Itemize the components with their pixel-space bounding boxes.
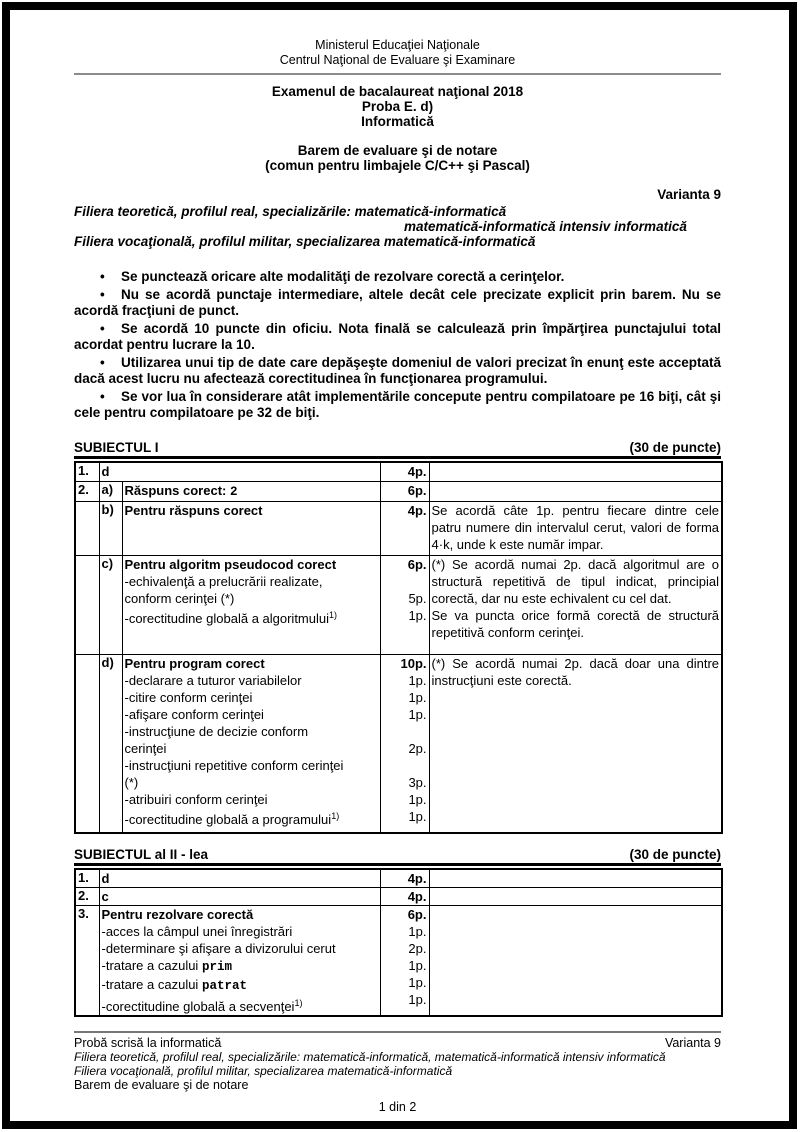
cell-note bbox=[429, 481, 722, 501]
section-heading-subiectul-2 bbox=[74, 848, 721, 866]
cell-note bbox=[429, 869, 722, 888]
cell-criteria bbox=[122, 555, 380, 654]
grading-rule: • Se acordă 10 puncte din oficiu. Nota finală se calculează prin împărţirea punctajului total acordat pentru lucrare la 10. bbox=[74, 321, 721, 353]
points-value: 4p. bbox=[407, 871, 427, 886]
note-paragraph: (*) Se acordă numai 2p. dacă doar una dintre instrucţiuni este corectă. bbox=[431, 655, 720, 688]
filiera-line-2: matematică-informatică intensiv informatică bbox=[404, 219, 687, 234]
points-value: 1p. bbox=[408, 689, 427, 705]
rubric-table-subiectul-1 bbox=[74, 461, 723, 834]
cell-criteria bbox=[99, 869, 380, 888]
criteria-text: cerinţei bbox=[124, 740, 167, 756]
cell-subitem-letter: c) bbox=[99, 555, 122, 654]
table-row bbox=[75, 462, 722, 481]
cell-subitem-letter: a) bbox=[99, 481, 122, 501]
points-value: 1p. bbox=[408, 706, 427, 722]
note-paragraph: Se acordă câte 1p. pentru fiecare dintre cele patru numere din intervalul cerut, valori de forma 4·k, unde k este număr impar. bbox=[431, 502, 720, 552]
section-heading-subiectul-1 bbox=[74, 441, 721, 459]
points-value: 1p. bbox=[408, 672, 427, 688]
cell-criteria bbox=[122, 654, 380, 833]
cell-subitem-letter: d) bbox=[99, 654, 122, 833]
criteria-text: -tratare a cazului bbox=[101, 977, 202, 992]
grading-rule: • Utilizarea unui tip de date care depăşeşte domeniul de valori precizat în enunţ este acceptată dacă acest lucru nu afectează corectitudinea în funcţionarea programului. bbox=[74, 355, 721, 387]
points-value: 3p. bbox=[408, 774, 427, 790]
cell-criteria bbox=[99, 906, 380, 1017]
footer-row-1 bbox=[74, 1036, 721, 1050]
cell-points bbox=[380, 462, 429, 481]
variant-label: Varianta 9 bbox=[657, 187, 721, 202]
points-value: 1p. bbox=[408, 808, 427, 824]
rubric-table-subiectul-2 bbox=[74, 868, 723, 1017]
table-row bbox=[75, 501, 722, 555]
cell-points bbox=[380, 869, 429, 888]
organization-header bbox=[74, 38, 721, 68]
barem-subtitle-block bbox=[74, 143, 721, 173]
cell-note bbox=[429, 654, 722, 833]
points-value: 2p. bbox=[408, 740, 427, 756]
cell-subitem-letter: b) bbox=[99, 501, 122, 555]
section-title: SUBIECTUL al II - lea bbox=[74, 847, 209, 862]
criteria-text: Pentru rezolvare corectă bbox=[101, 907, 254, 922]
org-line-2: Centrul Naţional de Evaluare şi Examinare bbox=[279, 53, 516, 67]
criteria-text: 1) bbox=[294, 998, 303, 1008]
points-value: 5p. bbox=[408, 590, 427, 606]
cell-note bbox=[429, 906, 722, 1017]
criteria-text: -instrucţiuni repetitive conform cerinţei bbox=[124, 757, 344, 773]
criteria-text: d bbox=[101, 871, 110, 886]
note-paragraph: Se va puncta orice formă corectă de structură repetitivă conform cerinţei. bbox=[431, 607, 720, 640]
criteria-text: -tratare a cazului bbox=[101, 958, 202, 973]
cell-item-number: 1. bbox=[75, 869, 99, 888]
cell-note bbox=[429, 462, 722, 481]
exam-title: Examenul de bacalaureat naţional 2018 bbox=[271, 84, 524, 99]
criteria-text: -atribuiri conform cerinţei bbox=[124, 791, 268, 807]
criteria-text: patrat bbox=[201, 979, 247, 993]
cell-points bbox=[380, 906, 429, 1017]
footer-divider bbox=[74, 1031, 721, 1033]
criteria-text: 1) bbox=[331, 810, 340, 821]
points-value bbox=[383, 573, 427, 590]
criteria-text: (*) bbox=[124, 774, 139, 790]
criteria-text: -echivalenţă a prelucrării realizate, bbox=[124, 573, 323, 589]
cell-note bbox=[429, 555, 722, 654]
section-title: SUBIECTUL I bbox=[74, 440, 159, 455]
cell-item-number: 2. bbox=[75, 888, 99, 906]
cell-criteria bbox=[122, 481, 380, 501]
criteria-text: -instrucţiune de decizie conform bbox=[124, 723, 309, 739]
table-row bbox=[75, 555, 722, 654]
cell-points bbox=[380, 654, 429, 833]
cell-points bbox=[380, 555, 429, 654]
document-content bbox=[74, 38, 721, 1114]
criteria-text: -declarare a tuturor variabilelor bbox=[124, 672, 302, 688]
points-value: 4p. bbox=[407, 464, 427, 479]
points-value: 1p. bbox=[408, 924, 427, 939]
footer-filiera-1: Filiera teoretică, profilul real, specializările: matematică-informatică, matematică-informatică intensiv informatică bbox=[74, 1050, 666, 1064]
filiera-line-1: Filiera teoretică, profilul real, specializările: matematică-informatică bbox=[74, 204, 507, 219]
cell-points bbox=[380, 888, 429, 906]
cell-points bbox=[380, 481, 429, 501]
points-value: 6p. bbox=[407, 556, 427, 572]
points-value: 4p. bbox=[407, 889, 427, 904]
grading-rule: • Se vor lua în considerare atât implementările concepute pentru compilatoare pe 16 biţi, cât şi cele pentru compilatoare pe 32 de biţi. bbox=[74, 389, 721, 421]
cell-note bbox=[429, 501, 722, 555]
cell-item-number: 3. bbox=[75, 906, 99, 1017]
cell-note bbox=[429, 888, 722, 906]
exam-title-block bbox=[74, 84, 721, 129]
cell-item-number bbox=[75, 555, 99, 654]
points-value: 1p. bbox=[408, 607, 427, 623]
header-divider bbox=[74, 73, 721, 75]
section-points: (30 de puncte) bbox=[629, 847, 721, 862]
criteria-text: d bbox=[101, 464, 110, 479]
cell-criteria bbox=[99, 888, 380, 906]
table-row bbox=[75, 481, 722, 501]
cell-item-number bbox=[75, 654, 99, 833]
grading-rule: • Nu se acordă punctaje intermediare, altele decât cele precizate explicit prin barem. Nu se acordă fracţiuni de punct. bbox=[74, 287, 721, 319]
criteria-text: -citire conform cerinţei bbox=[124, 689, 253, 705]
cell-item-number bbox=[75, 501, 99, 555]
criteria-text: -acces la câmpul unei înregistrări bbox=[101, 924, 293, 939]
filiera-block bbox=[74, 204, 721, 249]
table-row bbox=[75, 888, 722, 906]
footer-barem: Barem de evaluare şi de notare bbox=[74, 1078, 249, 1092]
points-value bbox=[383, 757, 427, 774]
barem-languages: (comun pentru limbajele C/C++ şi Pascal) bbox=[265, 158, 530, 173]
barem-title: Barem de evaluare şi de notare bbox=[297, 143, 498, 158]
cell-item-number: 1. bbox=[75, 462, 99, 481]
criteria-text: 2 bbox=[229, 484, 238, 499]
criteria-text: -corectitudine globală a secvenţei bbox=[101, 999, 295, 1014]
criteria-text: -determinare şi afişare a divizorului cerut bbox=[101, 941, 336, 956]
criteria-text: -corectitudine globală a algoritmului bbox=[124, 610, 330, 626]
points-value: 1p. bbox=[408, 992, 427, 1007]
points-value: 1p. bbox=[408, 791, 427, 807]
footer-variant: Varianta 9 bbox=[664, 1036, 721, 1050]
org-line-1: Ministerul Educaţiei Naţionale bbox=[315, 38, 480, 52]
cell-item-number: 2. bbox=[75, 481, 99, 501]
points-value: 4p. bbox=[407, 502, 427, 518]
cell-criteria bbox=[99, 462, 380, 481]
criteria-text: -afişare conform cerinţei bbox=[124, 706, 264, 722]
points-value: 1p. bbox=[408, 975, 427, 990]
filiera-line-3: Filiera vocaţională, profilul militar, specializarea matematică-informatică bbox=[74, 234, 536, 249]
points-value: 1p. bbox=[408, 958, 427, 973]
grading-rules-list bbox=[74, 269, 721, 421]
criteria-text: Pentru algoritm pseudocod corect bbox=[124, 556, 337, 572]
points-value: 2p. bbox=[408, 941, 427, 956]
note-paragraph: (*) Se acordă numai 2p. dacă algoritmul are o structură repetitivă de tipul indicat, principial corectă, dar nu este echivalent cu cel dat. bbox=[431, 556, 720, 606]
page-number: 1 din 2 bbox=[378, 1100, 417, 1114]
cell-criteria bbox=[122, 501, 380, 555]
criteria-text: conform cerinţei (*) bbox=[124, 590, 235, 606]
table-row bbox=[75, 869, 722, 888]
footer-proba: Probă scrisă la informatică bbox=[74, 1036, 222, 1050]
points-value bbox=[383, 723, 427, 740]
exam-subject: Informatică bbox=[361, 114, 434, 129]
points-value: 10p. bbox=[400, 655, 427, 671]
exam-proba: Proba E. d) bbox=[361, 99, 434, 114]
section-points: (30 de puncte) bbox=[629, 440, 721, 455]
criteria-text: 1) bbox=[329, 609, 338, 620]
criteria-text: c bbox=[101, 889, 109, 904]
points-value: 6p. bbox=[407, 907, 427, 922]
table-row bbox=[75, 654, 722, 833]
footer-filiera-2: Filiera vocaţională, profilul militar, specializarea matematică-informatică bbox=[74, 1064, 453, 1078]
cell-points bbox=[380, 501, 429, 555]
points-value: 6p. bbox=[407, 482, 427, 498]
criteria-text: Pentru răspuns corect bbox=[124, 502, 263, 518]
criteria-text: Răspuns corect: bbox=[124, 482, 230, 498]
criteria-text: -corectitudine globală a programului bbox=[124, 811, 332, 827]
criteria-text: prim bbox=[201, 960, 232, 974]
table-row bbox=[75, 906, 722, 1017]
grading-rule: • Se punctează oricare alte modalităţi de rezolvare corectă a cerinţelor. bbox=[74, 269, 721, 285]
criteria-text: Pentru program corect bbox=[124, 655, 265, 671]
